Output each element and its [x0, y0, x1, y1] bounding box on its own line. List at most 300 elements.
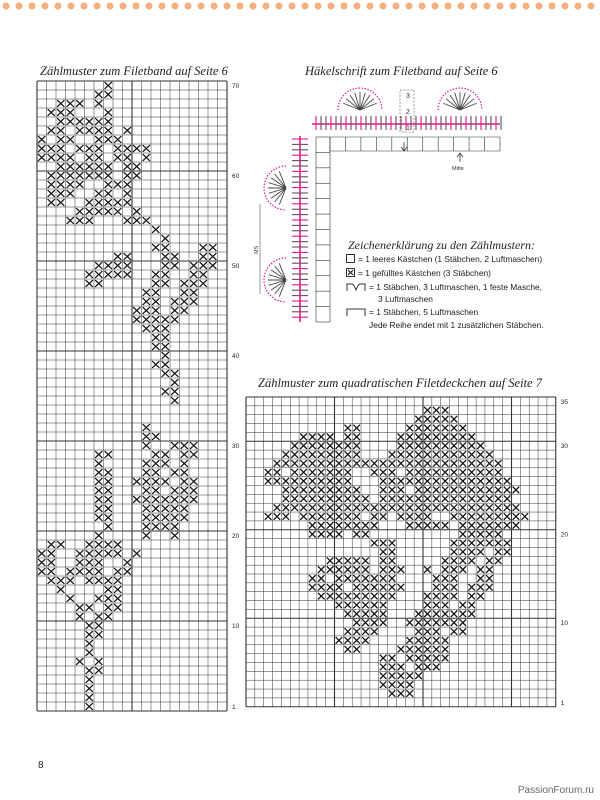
filled-cell-mark [76, 127, 83, 134]
filled-cell-mark [380, 655, 387, 662]
filled-cell-mark [162, 451, 169, 458]
filled-cell-mark [442, 504, 449, 511]
filled-cell-mark [442, 584, 449, 591]
row-label: 20 [560, 531, 568, 539]
filled-cell-mark [486, 451, 493, 458]
filled-cell-mark [371, 504, 378, 511]
filled-cell-mark [344, 646, 351, 653]
band-dot [314, 2, 321, 9]
filled-cell-mark [424, 478, 431, 485]
watermark: PassionForum.ru [517, 785, 594, 796]
filled-cell-mark [451, 549, 458, 556]
filled-cell-mark [380, 557, 387, 564]
filled-cell-mark [124, 154, 131, 161]
filled-cell-mark [95, 280, 102, 287]
filled-cell-mark [442, 557, 449, 564]
fan-motif [438, 88, 482, 110]
filled-cell-mark [371, 584, 378, 591]
filled-cell-mark [57, 199, 64, 206]
filled-cell-mark [336, 442, 343, 449]
filled-cell-mark [371, 619, 378, 626]
filled-cell-mark [344, 469, 351, 476]
filled-cell-mark [152, 325, 159, 332]
filled-cell-mark [86, 199, 93, 206]
filled-cell-mark [152, 469, 159, 476]
filled-cell-mark [48, 199, 55, 206]
filled-cell-mark [95, 658, 102, 665]
filled-cell-mark [86, 577, 93, 584]
filled-cell-mark [105, 91, 112, 98]
filled-cell-mark [433, 425, 440, 432]
filled-cell-mark [353, 619, 360, 626]
filled-cell-mark [190, 451, 197, 458]
filled-cell-mark [477, 540, 484, 547]
filled-cell-mark [162, 244, 169, 251]
filled-cell-mark [309, 487, 316, 494]
filled-cell-mark [114, 541, 121, 548]
band-dot [431, 2, 438, 9]
filled-cell-mark [424, 664, 431, 671]
filled-cell-mark [362, 611, 369, 618]
filled-cell-mark [468, 469, 475, 476]
filled-cell-mark [344, 504, 351, 511]
filled-cell-mark [353, 646, 360, 653]
filled-cell-mark [265, 478, 272, 485]
band-dot [444, 2, 451, 9]
filled-cell-mark [486, 487, 493, 494]
filled-cell-mark [67, 568, 74, 575]
filled-cell-mark [152, 271, 159, 278]
filled-cell-mark [143, 523, 150, 530]
filled-cell-mark [143, 442, 150, 449]
band-dot [457, 2, 464, 9]
filled-cell-mark [415, 611, 422, 618]
filled-cell-mark [200, 271, 207, 278]
filled-cell-mark [495, 469, 502, 476]
filled-cell-mark [318, 584, 325, 591]
filled-cell-mark [95, 514, 102, 521]
filled-cell-mark [451, 460, 458, 467]
filled-cell-mark [76, 604, 83, 611]
filled-cell-mark [442, 469, 449, 476]
filled-cell-mark [327, 593, 334, 600]
filled-cell-mark [468, 487, 475, 494]
filled-cell-mark [143, 307, 150, 314]
filled-cell-mark [477, 487, 484, 494]
square-doily-counting-chart [242, 390, 582, 720]
filled-cell-mark [486, 566, 493, 573]
filled-cell-mark [406, 619, 413, 626]
filled-cell-mark [95, 91, 102, 98]
filled-cell-mark [451, 451, 458, 458]
filled-cell-mark [300, 495, 307, 502]
filled-cell-mark [76, 208, 83, 215]
filled-cell-mark [353, 602, 360, 609]
filled-cell-mark [124, 181, 131, 188]
filled-cell-mark [105, 136, 112, 143]
filled-cell-mark [181, 451, 188, 458]
filled-cell-mark [424, 460, 431, 467]
mitte-arrow [457, 153, 463, 162]
filled-cell-mark [318, 566, 325, 573]
filled-cell-mark [124, 190, 131, 197]
filled-cell-mark [105, 190, 112, 197]
filled-cell-mark [380, 672, 387, 679]
filled-cell-mark [291, 451, 298, 458]
filled-cell-mark [95, 568, 102, 575]
filled-cell-mark [105, 109, 112, 116]
filled-cell-mark [362, 460, 369, 467]
filled-cell-mark [318, 522, 325, 529]
filled-cell-mark [114, 550, 121, 557]
filled-cell-mark [415, 434, 422, 441]
filled-cell-mark [105, 586, 112, 593]
filled-cell-mark [477, 469, 484, 476]
filled-cell-mark [171, 388, 178, 395]
filled-cell-mark [398, 495, 405, 502]
filled-cell-mark [57, 181, 64, 188]
filled-cell-mark [451, 513, 458, 520]
filled-cell-mark [105, 163, 112, 170]
filled-cell-mark [380, 460, 387, 467]
filled-cell-mark [190, 496, 197, 503]
filled-cell-mark [504, 540, 511, 547]
filled-cell-mark [353, 513, 360, 520]
filled-cell-mark [86, 604, 93, 611]
filled-cell-mark [415, 478, 422, 485]
filled-cell-mark [424, 434, 431, 441]
filled-cell-mark [95, 469, 102, 476]
filled-cell-mark [389, 504, 396, 511]
filled-cell-mark [309, 442, 316, 449]
filled-cell-mark [415, 628, 422, 635]
filled-cell-mark [344, 522, 351, 529]
filled-cell-mark [327, 504, 334, 511]
filled-cell-mark [181, 469, 188, 476]
filled-cell-mark [57, 577, 64, 584]
filled-cell-mark [353, 628, 360, 635]
filled-cell-mark [424, 593, 431, 600]
filled-cell-mark [318, 451, 325, 458]
filled-cell-mark [105, 271, 112, 278]
filled-cell-mark [362, 602, 369, 609]
filled-cell-mark [380, 549, 387, 556]
filled-box-icon [346, 268, 355, 279]
filled-cell-mark [76, 658, 83, 665]
filled-cell-mark [162, 280, 169, 287]
filled-cell-mark [162, 514, 169, 521]
filled-cell-mark [86, 703, 93, 710]
top-decorative-band [0, 0, 600, 22]
filled-cell-mark [486, 531, 493, 538]
filled-cell-mark [486, 460, 493, 467]
filled-cell-mark [309, 495, 316, 502]
filled-cell-mark [344, 566, 351, 573]
filled-cell-mark [190, 271, 197, 278]
filled-cell-mark [398, 451, 405, 458]
filled-cell-mark [362, 566, 369, 573]
filled-cell-mark [152, 316, 159, 323]
row-label: 30 [560, 443, 568, 451]
band-dot [470, 2, 477, 9]
filled-cell-mark [460, 549, 467, 556]
filled-cell-mark [442, 442, 449, 449]
filled-cell-mark [171, 316, 178, 323]
filled-cell-mark [460, 522, 467, 529]
filled-cell-mark [495, 531, 502, 538]
filled-cell-mark [380, 566, 387, 573]
filled-cell-mark [371, 469, 378, 476]
filled-cell-mark [114, 154, 121, 161]
filled-cell-mark [67, 109, 74, 116]
filled-cell-mark [162, 334, 169, 341]
filled-cell-mark [67, 217, 74, 224]
row-label: 20 [232, 533, 240, 540]
filled-cell-mark [152, 244, 159, 251]
filled-cell-mark [162, 388, 169, 395]
filled-cell-mark [477, 549, 484, 556]
filled-cell-mark [389, 664, 396, 671]
filled-cell-mark [362, 531, 369, 538]
filled-cell-mark [124, 217, 131, 224]
filled-cell-mark [124, 262, 131, 269]
filled-cell-mark [133, 172, 140, 179]
filled-cell-mark [486, 540, 493, 547]
filled-cell-mark [67, 190, 74, 197]
filled-cell-mark [433, 628, 440, 635]
filled-cell-mark [300, 451, 307, 458]
filled-cell-mark [105, 172, 112, 179]
filled-cell-mark [451, 593, 458, 600]
filled-cell-mark [48, 154, 55, 161]
filled-cell-mark [95, 190, 102, 197]
row-label: 40 [232, 353, 240, 360]
filled-cell-mark [353, 557, 360, 564]
filled-cell-mark [95, 559, 102, 566]
filled-cell-mark [451, 504, 458, 511]
filled-cell-mark [57, 154, 64, 161]
filled-cell-mark [380, 513, 387, 520]
band-dot [67, 2, 74, 9]
band-dot [392, 2, 399, 9]
filled-cell-mark [380, 495, 387, 502]
filled-cell-mark [152, 226, 159, 233]
filled-cell-mark [152, 289, 159, 296]
filled-cell-mark [48, 550, 55, 557]
filled-cell-mark [504, 522, 511, 529]
filled-cell-mark [424, 522, 431, 529]
filled-cell-mark [433, 637, 440, 644]
filled-cell-mark [309, 434, 316, 441]
filled-cell-mark [38, 154, 45, 161]
filled-cell-mark [86, 163, 93, 170]
filled-cell-mark [95, 613, 102, 620]
filled-cell-mark [318, 531, 325, 538]
filled-cell-mark [468, 602, 475, 609]
filled-cell-mark [380, 681, 387, 688]
filled-cell-mark [86, 154, 93, 161]
filled-cell-mark [143, 505, 150, 512]
filled-cell-mark [57, 136, 64, 143]
corner-arrow [401, 142, 407, 151]
filled-cell-mark [442, 575, 449, 582]
filled-cell-mark [460, 434, 467, 441]
filled-cell-mark [283, 460, 290, 467]
filled-cell-mark [171, 253, 178, 260]
filled-cell-mark [442, 407, 449, 414]
filled-cell-mark [274, 504, 281, 511]
filled-cell-mark [67, 100, 74, 107]
row-label: 10 [232, 623, 240, 630]
filled-cell-mark [344, 602, 351, 609]
filled-cell-mark [451, 416, 458, 423]
filled-cell-mark [143, 298, 150, 305]
filled-cell-mark [495, 549, 502, 556]
filled-cell-mark [486, 504, 493, 511]
filled-cell-mark [415, 504, 422, 511]
filled-cell-mark [495, 540, 502, 547]
filled-cell-mark [460, 531, 467, 538]
filled-cell-mark [86, 550, 93, 557]
filled-cell-mark [504, 504, 511, 511]
filled-cell-mark [162, 523, 169, 530]
filled-cell-mark [380, 487, 387, 494]
filled-cell-mark [398, 504, 405, 511]
filled-cell-mark [353, 504, 360, 511]
filled-cell-mark [513, 487, 520, 494]
filled-cell-mark [433, 487, 440, 494]
filled-cell-mark [274, 478, 281, 485]
filled-cell-mark [380, 504, 387, 511]
filled-cell-mark [181, 289, 188, 296]
filled-cell-mark [371, 513, 378, 520]
legend-bar: = 1 Stäbchen, 5 Luftmaschen [346, 307, 478, 319]
filled-cell-mark [57, 127, 64, 134]
filled-cell-mark [433, 593, 440, 600]
filled-cell-mark [38, 145, 45, 152]
filled-cell-mark [57, 109, 64, 116]
filled-cell-mark [327, 442, 334, 449]
filled-cell-mark [433, 619, 440, 626]
filled-cell-mark [181, 505, 188, 512]
filled-cell-mark [76, 217, 83, 224]
filled-cell-mark [362, 619, 369, 626]
filled-cell-mark [451, 566, 458, 573]
filled-cell-mark [477, 522, 484, 529]
filled-cell-mark [380, 611, 387, 618]
filled-cell-mark [181, 478, 188, 485]
filled-cell-mark [152, 361, 159, 368]
filled-cell-mark [143, 478, 150, 485]
filled-cell-mark [486, 584, 493, 591]
filled-cell-mark [105, 550, 112, 557]
filled-cell-mark [353, 593, 360, 600]
filled-cell-mark [48, 190, 55, 197]
filled-cell-mark [95, 154, 102, 161]
filled-cell-mark [424, 469, 431, 476]
filled-cell-mark [477, 504, 484, 511]
filled-cell-mark [344, 575, 351, 582]
filled-cell-mark [442, 655, 449, 662]
filled-cell-mark [181, 307, 188, 314]
filled-cell-mark [336, 575, 343, 582]
filled-cell-mark [353, 522, 360, 529]
filled-cell-mark [380, 619, 387, 626]
filled-cell-mark [353, 495, 360, 502]
filled-cell-mark [415, 637, 422, 644]
filled-cell-mark [451, 628, 458, 635]
filled-cell-mark [451, 487, 458, 494]
filled-cell-mark [124, 127, 131, 134]
filled-cell-mark [152, 433, 159, 440]
filled-cell-mark [442, 602, 449, 609]
filled-cell-mark [424, 442, 431, 449]
filled-cell-mark [181, 460, 188, 467]
filled-cell-mark [171, 514, 178, 521]
filled-cell-mark [415, 460, 422, 467]
filled-cell-mark [327, 513, 334, 520]
filled-cell-mark [133, 550, 140, 557]
filled-cell-mark [171, 379, 178, 386]
filled-cell-mark [162, 253, 169, 260]
filled-cell-mark [336, 566, 343, 573]
filled-cell-mark [353, 531, 360, 538]
filled-cell-mark [95, 172, 102, 179]
filled-cell-mark [442, 487, 449, 494]
filled-cell-mark [309, 469, 316, 476]
filled-cell-mark [200, 280, 207, 287]
row-label: 50 [232, 263, 240, 270]
filled-cell-mark [353, 460, 360, 467]
filled-cell-mark [336, 522, 343, 529]
filled-cell-mark [57, 172, 64, 179]
band-dot [15, 2, 22, 9]
filled-cell-mark [415, 672, 422, 679]
band-dot [2, 2, 9, 9]
filled-cell-mark [406, 681, 413, 688]
filled-cell-mark [327, 522, 334, 529]
filled-cell-mark [353, 611, 360, 618]
filled-cell-mark [362, 584, 369, 591]
filled-cell-mark [451, 434, 458, 441]
filled-cell-mark [451, 469, 458, 476]
filled-cell-mark [433, 469, 440, 476]
filled-cell-mark [389, 557, 396, 564]
filled-cell-mark [48, 181, 55, 188]
band-dot [535, 2, 542, 9]
filled-cell-mark [143, 424, 150, 431]
filled-cell-mark [433, 664, 440, 671]
filled-cell-mark [424, 425, 431, 432]
band-dot [522, 2, 529, 9]
filled-cell-mark [143, 217, 150, 224]
filled-cell-mark [327, 584, 334, 591]
filled-cell-mark [133, 163, 140, 170]
filled-cell-mark [181, 298, 188, 305]
band-dot [288, 2, 295, 9]
filled-cell-mark [353, 575, 360, 582]
filled-cell-mark [389, 469, 396, 476]
filled-cell-mark [95, 208, 102, 215]
filled-cell-mark [171, 442, 178, 449]
filled-cell-mark [398, 584, 405, 591]
filled-cell-mark [504, 549, 511, 556]
filled-cell-mark [67, 154, 74, 161]
filled-cell-mark [181, 442, 188, 449]
filled-cell-mark [336, 451, 343, 458]
filled-cell-mark [362, 593, 369, 600]
filled-cell-mark [504, 495, 511, 502]
